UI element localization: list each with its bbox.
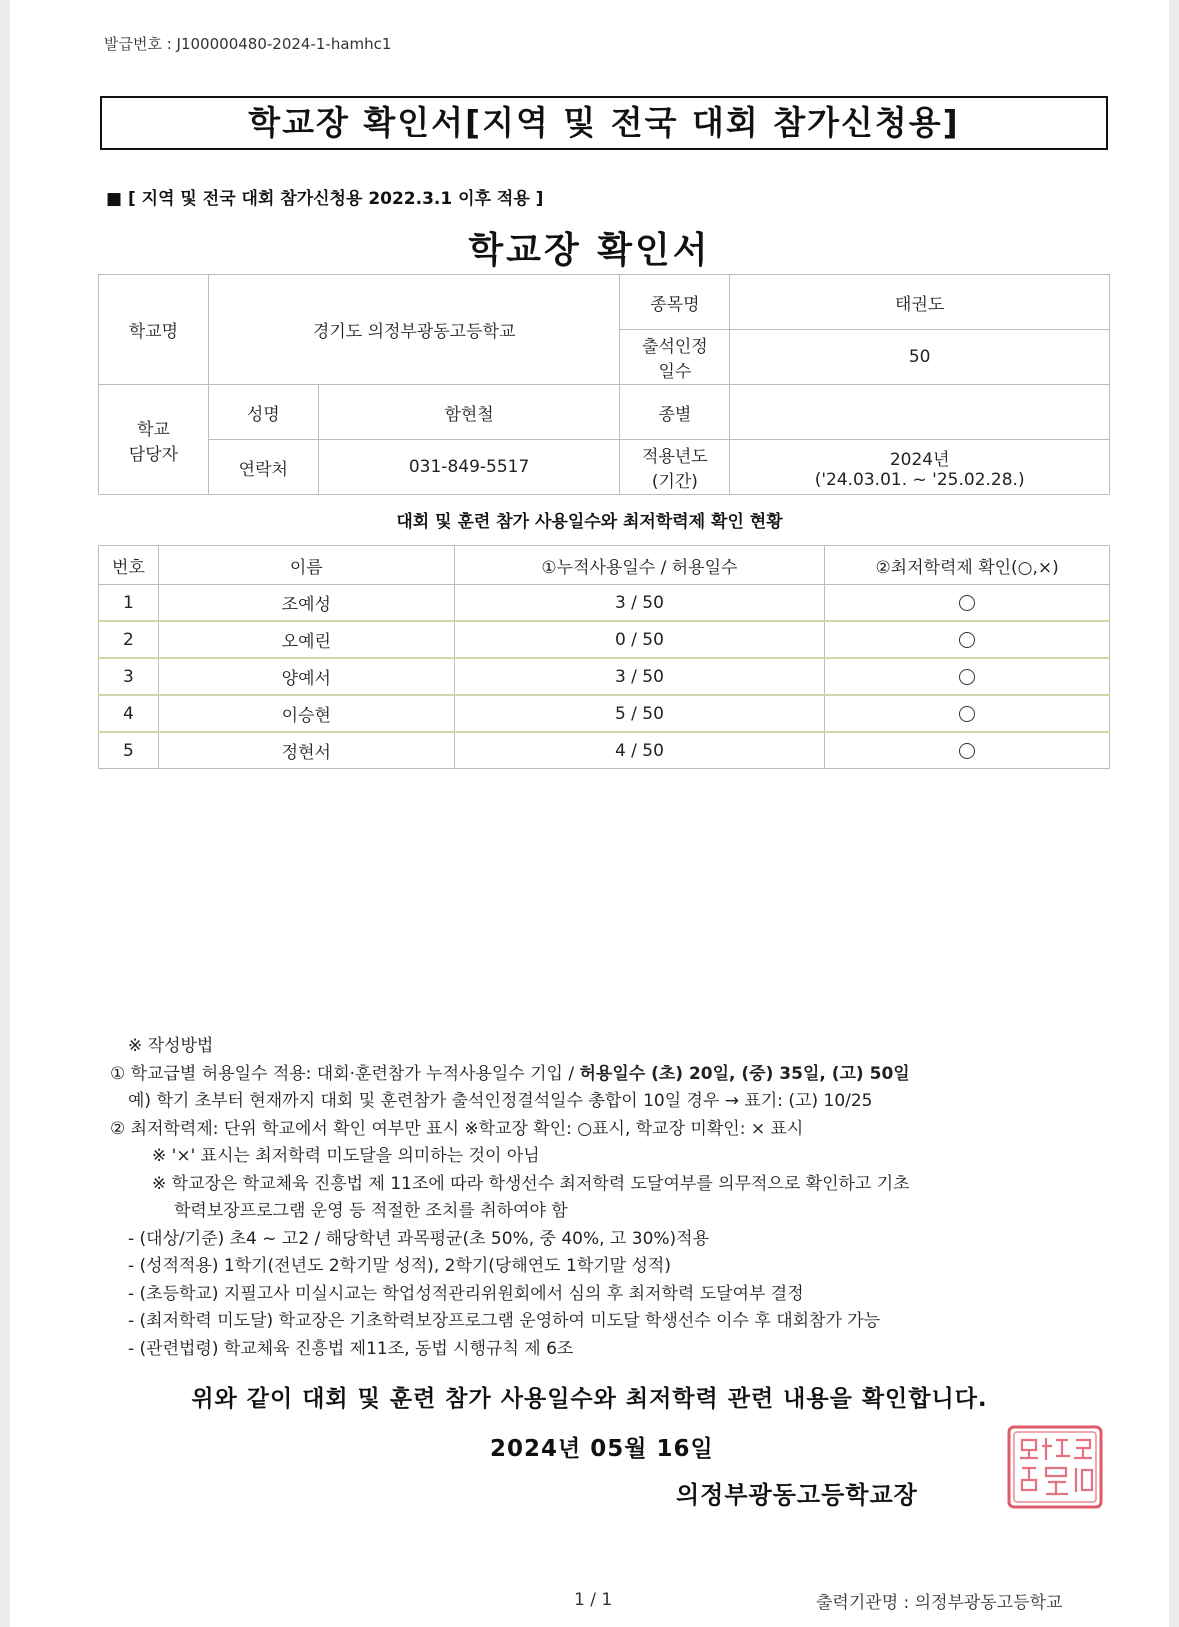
row-confirm — [825, 585, 1110, 622]
year-value-line1: 2024년 — [889, 449, 950, 470]
row-number: 3 — [99, 658, 159, 695]
attendance-days-value: 50 — [730, 330, 1110, 385]
status-caption: 대회 및 훈련 참가 사용일수와 최저학력제 확인 현황 — [396, 512, 783, 532]
school-seal-stamp — [1006, 1424, 1104, 1510]
school-info-table — [98, 274, 1110, 495]
notes-line-1-text: ① 학교급별 허용일수 적용: 대회·훈련참가 누적사용일수 기입 / — [110, 1063, 580, 1084]
row-confirm — [825, 658, 1110, 695]
notes-heading: ※ 작성방법 — [128, 1036, 214, 1056]
issue-number: 발급번호 : J100000480-2024-1-hamhc1 — [104, 35, 392, 53]
attendance-label-line1: 출석인정 — [642, 337, 708, 357]
notes-line-5: ※ 학교장은 학교체육 진흥법 제 11조에 따라 학생선수 최저학력 도달여부를 의무적으로 확인하고 기초 — [152, 1173, 910, 1194]
circle-check-icon — [959, 632, 975, 648]
writing-instructions — [110, 1033, 910, 1363]
applicable-year-value — [730, 440, 1110, 495]
table-row — [99, 658, 1110, 695]
row-confirm — [825, 621, 1110, 658]
student-status-table — [98, 545, 1110, 769]
sport-value: 태권도 — [730, 275, 1110, 330]
circle-check-icon — [959, 595, 975, 611]
notes-line-8: - (성적적용) 1학기(전년도 2학기말 성적), 2학기(당해연도 1학기말 성적) — [128, 1256, 671, 1276]
category-value — [730, 385, 1110, 440]
header-number: 번호 — [99, 546, 159, 585]
row-number: 5 — [99, 732, 159, 769]
issuing-institution: 출력기관명 : 의정부광동고등학교 — [816, 1593, 1063, 1613]
year-label-line1: 적용년도 — [642, 447, 708, 467]
notes-line-6: 학력보장프로그램 운영 등 적절한 조치를 취하여야 함 — [174, 1201, 568, 1221]
sport-label: 종목명 — [620, 275, 730, 330]
table-row — [99, 585, 1110, 622]
attendance-label-line2: 일수 — [658, 362, 692, 382]
document-title: 학교장 확인서[지역 및 전국 대회 참가신청용] — [100, 96, 1108, 150]
notes-line-10: - (최저학력 미도달) 학교장은 기초학력보장프로그램 운영하여 미도달 학생선수 이수 후 대회참가 가능 — [128, 1311, 881, 1331]
row-name: 이승현 — [158, 695, 454, 732]
circle-check-icon — [959, 743, 975, 759]
notes-line-4: ※ '×' 표시는 최저학력 미도달을 의미하는 것이 아님 — [152, 1146, 540, 1166]
row-days: 0 / 50 — [454, 621, 825, 658]
row-name: 정현서 — [158, 732, 454, 769]
notes-line-1 — [110, 1061, 910, 1089]
contact-label: 연락처 — [208, 440, 318, 495]
row-number: 1 — [99, 585, 159, 622]
notes-line-3: ② 최저학력제: 단위 학교에서 확인 여부만 표시 ※학교장 확인: ○표시, 학교장 미확인: × 표시 — [110, 1118, 804, 1139]
confirmation-statement: 위와 같이 대회 및 훈련 참가 사용일수와 최저학력 관련 내용을 확인합니다. — [191, 1386, 988, 1412]
page-number: 1 / 1 — [574, 1590, 613, 1610]
notes-line-2: 예) 학기 초부터 현재까지 대회 및 훈련참가 출석인정결석일수 총합이 10일 경우 → 표기: (고) 10/25 — [128, 1091, 873, 1111]
circle-check-icon — [959, 706, 975, 722]
manager-name-label: 성명 — [208, 385, 318, 440]
table-row — [99, 695, 1110, 732]
table-row — [99, 732, 1110, 769]
row-name: 양예서 — [158, 658, 454, 695]
manager-name-value: 함현철 — [318, 385, 620, 440]
row-days: 3 / 50 — [454, 585, 825, 622]
school-name-label: 학교명 — [99, 275, 209, 385]
circle-check-icon — [959, 669, 975, 685]
row-name: 조예성 — [158, 585, 454, 622]
header-used-days: ①누적사용일수 / 허용일수 — [454, 546, 825, 585]
table-row — [99, 621, 1110, 658]
year-label-line2: (기간) — [651, 472, 698, 492]
issue-date: 2024년 05월 16일 — [490, 1436, 714, 1462]
notes-line-1-bold: 허용일수 (초) 20일, (중) 35일, (고) 50일 — [579, 1063, 910, 1084]
row-confirm — [825, 695, 1110, 732]
row-days: 3 / 50 — [454, 658, 825, 695]
notes-line-11: - (관련법령) 학교체육 진흥법 제11조, 동법 시행규칙 제 6조 — [128, 1338, 574, 1359]
notes-line-9: - (초등학교) 지필고사 미실시교는 학업성적관리위원회에서 심의 후 최저학력 도달여부 결정 — [128, 1283, 804, 1304]
principal-name: 의정부광동고등학교장 — [676, 1481, 918, 1509]
row-days: 5 / 50 — [454, 695, 825, 732]
manager-label-line2: 담당자 — [128, 444, 179, 465]
section-note: ■ [ 지역 및 전국 대회 참가신청용 2022.3.1 이후 적용 ] — [106, 189, 544, 209]
school-manager-label — [99, 385, 209, 495]
notes-line-7: - (대상/기준) 초4 ~ 고2 / 해당학년 과목평균(초 50%, 중 40%, 고 30%)적용 — [128, 1228, 710, 1249]
manager-label-line1: 학교 — [137, 419, 170, 440]
row-confirm — [825, 732, 1110, 769]
school-name-value: 경기도 의정부광동고등학교 — [208, 275, 620, 385]
contact-value: 031-849-5517 — [318, 440, 620, 495]
row-number: 4 — [99, 695, 159, 732]
row-name: 오예린 — [158, 621, 454, 658]
header-name: 이름 — [158, 546, 454, 585]
table-header-row — [99, 546, 1110, 585]
category-label: 종별 — [620, 385, 730, 440]
header-min-achievement: ②최저학력제 확인(○,×) — [825, 546, 1110, 585]
year-value-line2: ('24.03.01. ~ '25.02.28.) — [814, 469, 1025, 490]
sub-title: 학교장 확인서 — [468, 230, 711, 271]
row-number: 2 — [99, 621, 159, 658]
applicable-year-label — [620, 440, 730, 495]
row-days: 4 / 50 — [454, 732, 825, 769]
attendance-days-label — [620, 330, 730, 385]
